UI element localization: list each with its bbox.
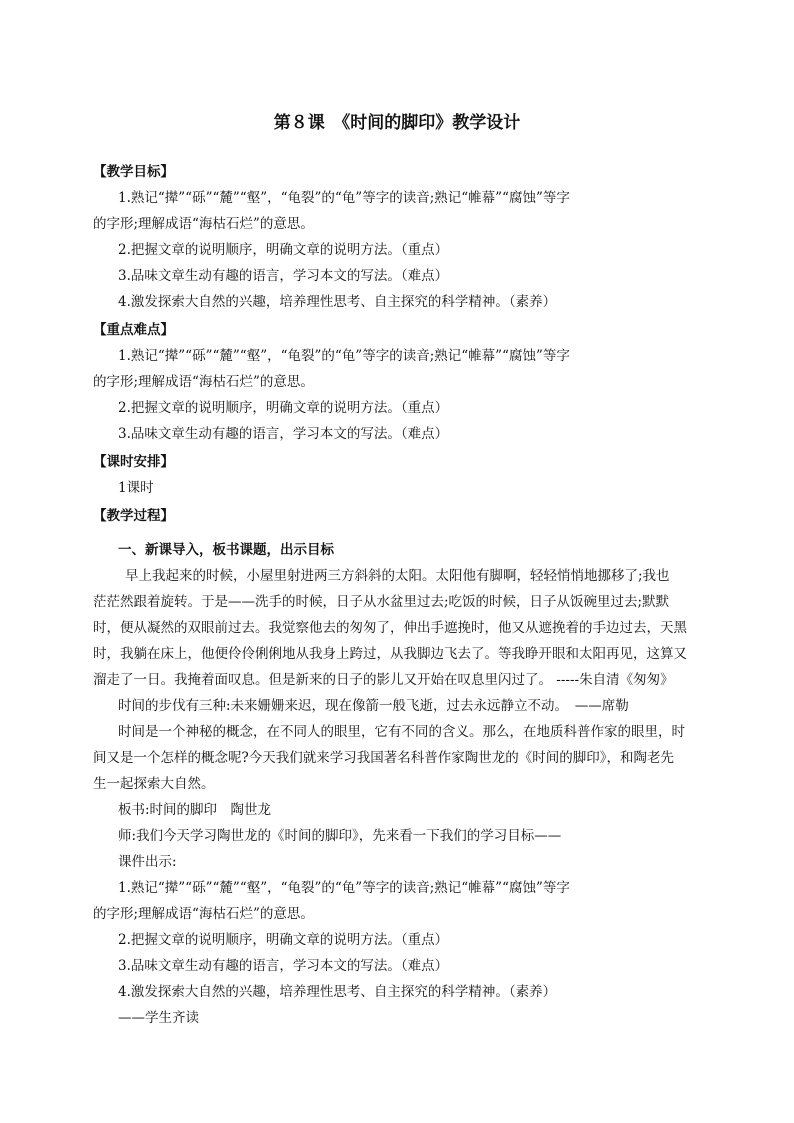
goals-line-4: 3.品味文章生动有趣的语言，学习本文的写法。（难点） [118, 268, 449, 284]
intro-line-2: 间又是一个怎样的概念呢?今天我们就来学习我国著名科普作家陶世龙的《时间的脚印》，和陶老先 [93, 750, 674, 766]
key-heading: 【重点难点】 [93, 322, 174, 338]
schedule-text: 1课时 [118, 480, 154, 496]
key-line-3: 2.把握文章的说明顺序，明确文章的说明方法。（重点） [118, 400, 449, 416]
quote-2: 时间的步伐有三种:未来姗姗来迟，现在像箭一般飞逝，过去永远静立不动。 ——席勒 [118, 698, 629, 714]
courseware-label: 课件出示: [118, 854, 177, 870]
intro-line-1: 时间是一个神秘的概念，在不同人的眼里，它有不同的含义。那么，在地质科普作家的眼里，时 [118, 724, 685, 740]
quote-line-4: 时，我躺在床上，他便伶伶俐俐地从我身上跨过，从我脚边飞去了。等我睁开眼和太阳再见，这算又 [93, 646, 687, 662]
key-line-4: 3.品味文章生动有趣的语言，学习本文的写法。（难点） [118, 426, 449, 442]
quote-line-5: 溜走了一日。我掩着面叹息。但是新来的日子的影儿又开始在叹息里闪过了。 -----朱自清《匆匆》 [93, 672, 674, 688]
quote-line-2: 茫茫然跟着旋转。于是——洗手的时候，日子从水盆里过去;吃饭的时候，日子从饭碗里过去;默默 [93, 594, 670, 610]
board-text: 板书:时间的脚印 陶世龙 [118, 802, 272, 818]
goals-line-3: 2.把握文章的说明顺序，明确文章的说明方法。（重点） [118, 242, 449, 258]
schedule-heading: 【课时安排】 [93, 454, 174, 470]
step-1-heading: 一、新课导入，板书课题，出示目标 [118, 542, 334, 558]
key-line-1: 1.熟记“撵”“砾”“麓”“壑”，“龟裂”的“龟”等字的读音;熟记“帷幕”“腐蚀”等字 [118, 348, 570, 364]
cw-goal-line-4: 3.品味文章生动有趣的语言，学习本文的写法。（难点） [118, 958, 449, 974]
goals-line-2: 的字形;理解成语“海枯石烂”的意思。 [93, 216, 314, 232]
quote-line-3: 时，便从凝然的双眼前过去。我觉察他去的匆匆了，伸出手遮挽时，他又从遮挽着的手边过去，天黑 [93, 620, 687, 636]
read-aloud-text: ——学生齐读 [118, 1010, 199, 1026]
intro-line-3: 生一起探索大自然。 [93, 776, 215, 792]
key-line-2: 的字形;理解成语“海枯石烂”的意思。 [93, 374, 314, 390]
goals-heading: 【教学目标】 [93, 164, 174, 180]
goals-line-1: 1.熟记“撵”“砾”“麓”“壑”，“龟裂”的“龟”等字的读音;熟记“帷幕”“腐蚀”等字 [118, 190, 570, 206]
cw-goal-line-5: 4.激发探索大自然的兴趣，培养理性思考、自主探究的科学精神。（素养） [118, 984, 557, 1000]
goals-line-5: 4.激发探索大自然的兴趣，培养理性思考、自主探究的科学精神。（素养） [118, 294, 557, 310]
cw-goal-line-2: 的字形;理解成语“海枯石烂”的意思。 [93, 906, 314, 922]
cw-goal-line-1: 1.熟记“撵”“砾”“麓”“壑”，“龟裂”的“龟”等字的读音;熟记“帷幕”“腐蚀”等字 [118, 880, 570, 896]
process-heading: 【教学过程】 [93, 508, 174, 524]
quote-line-1: 早上我起来的时候，小屋里射进两三方斜斜的太阳。太阳他有脚啊，轻轻悄悄地挪移了;我也 [125, 568, 670, 584]
teacher-text: 师:我们今天学习陶世龙的《时间的脚印》，先来看一下我们的学习目标—— [118, 828, 562, 844]
page-title: 第８课 《时间的脚印》教学设计 [273, 113, 521, 133]
cw-goal-line-3: 2.把握文章的说明顺序，明确文章的说明方法。（重点） [118, 932, 449, 948]
